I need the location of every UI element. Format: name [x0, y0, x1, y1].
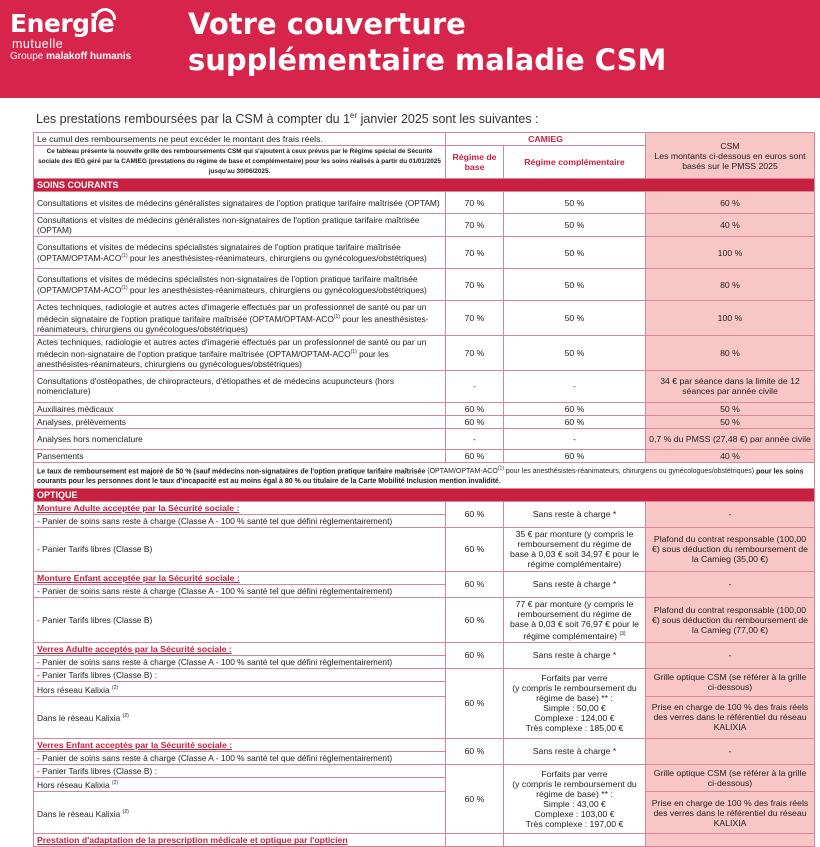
table-row: Actes techniques, radiologie et autres actes d'imagerie effectués par un professionnel de santé ou par un médecin non-signataire de l'option pratique tarifaire maîtrisée (OPTAM/OPTAM-ACO$^{(1)}$ pour les anesthésistes-réanimateurs, chirurgiens ou gynécologues/obstétriques) 70 % 50 % 80 %	[34, 335, 815, 370]
compl-value: Forfaits par verre (y compris le remboursement du régime de base) ** : Simple : 50,00 € Complexe : 124,00 € Très complexe : 185,00 €	[504, 668, 646, 738]
page-title	[188, 6, 666, 78]
base-value: 60 %	[446, 738, 504, 764]
csm-value: Grille optique CSM (se référer à la grille ci-dessous)	[646, 668, 815, 696]
title-line-1: Votre couverture	[188, 7, 466, 41]
csm-value: -	[646, 501, 815, 527]
csm-value: Prise en charge de 100 % des frais réels des verres dans le référentiel du réseau KALIXIA	[646, 792, 815, 834]
table-row: Actes techniques, radiologie et autres actes d'imagerie effectués par un professionnel de santé ou par un médecin signataire de l'option pratique tarifaire maîtrisée (OPTAM/OPTAM-ACO$^{(1)}$ pour les anesthésistes-réanimateurs, chirurgiens ou gynécologues/obstétriques) 70 % 50 % 100 %	[34, 301, 815, 336]
compl-value: 35 € par monture (y compris le remboursement du régime de base à 0,03 € soit 34,97 € pour le régime complémentaire)	[504, 527, 646, 571]
table-row: Auxiliaires médicaux 60 % 60 % 50 %	[34, 402, 815, 415]
panier-b-label: - Panier Tarifs libres (Classe B)	[34, 597, 446, 642]
verres-enfant-title: Verres Enfant acceptés par la Sécurité sociale :	[34, 738, 446, 751]
panier-a-label: - Panier de soins sans reste à charge (Classe A - 100 % santé tel que défini règlementairement)	[34, 584, 446, 597]
csm-value: Prise en charge de 100 % des frais réels des verres dans le référentiel du réseau KALIXIA	[646, 696, 815, 738]
base-value: 60 %	[446, 527, 504, 571]
compl-value: Forfaits par verre (y compris le remboursement du régime de base) ** : Simple : 43,00 € Complexe : 103,00 € Très complexe : 197,00 €	[504, 764, 646, 834]
panier-a-label: - Panier de soins sans reste à charge (Classe A - 100 % santé tel que défini règlementairement)	[34, 655, 446, 668]
table-row: Analyses hors nomenclature - - 0,7 % du PMSS (27,48 €) par année civile	[34, 428, 815, 449]
panier-a-label: - Panier de soins sans reste à charge (Classe A - 100 % santé tel que défini règlementairement)	[34, 514, 446, 527]
csm-value: -	[646, 642, 815, 668]
dans-reseau-label: Dans le réseau Kalixia $^{(2)}$	[34, 696, 446, 738]
intro-text: Les prestations remboursées par la CSM à compter du 1er janvier 2025 sont les suivantes :	[36, 111, 539, 127]
logo-group: Groupe malakoff humanis	[10, 51, 132, 62]
col-base-header: Régime de base	[446, 146, 504, 179]
panier-a-label: - Panier de soins sans reste à charge (Classe A - 100 % santé tel que défini règlementairement)	[34, 751, 446, 764]
base-value: 60 %	[446, 597, 504, 642]
monture-adulte-title: Monture Adulte acceptée par la Sécurité sociale :	[34, 501, 446, 514]
compl-value: Sans reste à charge *	[504, 571, 646, 597]
csm-value: Plafond du contrat responsable (100,00 €) sous déduction du remboursement de la Camieg (35,00 €)	[646, 527, 815, 571]
csm-value: -	[646, 571, 815, 597]
logo-sub: mutuelle	[12, 37, 64, 51]
majoration-note: Le taux de remboursement est majoré de 50 % (sauf médecins non-signataires de l'option pratique tarifaire maîtrisée (OPTAM/OPTAM-ACO$^{(1)}$ pour les anesthésistes-réanimateurs, chirurgiens ou gynécologues/obstétriques) pour les soins courants pour les personnes dont le taux d'incapacité est au moins égal à 80 % ou titulaire de la Carte Mobilité Inclusion mention invalidité.	[34, 462, 815, 488]
logo-word: Energie	[10, 9, 115, 38]
table-row: Consultations et visites de médecins généralistes non-signataires de l'option pratique tarifaire maîtrisée (OPTAM) 70 % 50 % 40 %	[34, 214, 815, 237]
base-value: 60 %	[446, 668, 504, 738]
cumul-note: Le cumul des remboursements ne peut excéder le montant des frais réels.	[34, 133, 446, 146]
section-soins: SOINS COURANTS	[34, 179, 815, 192]
energie-mutuelle-logo	[10, 10, 131, 63]
table-row: Consultations et visites de médecins spécialistes signataires de l'option pratique tarifaire maîtrisée (OPTAM/OPTAM-ACO$^{(1)}$ pour les anesthésistes-réanimateurs, chirurgiens ou gynécologues/obstétriques) 70 % 50 % 100 %	[34, 237, 815, 269]
section-optique: OPTIQUE	[34, 488, 815, 501]
dans-reseau-label: Dans le réseau Kalixia $^{(2)}$	[34, 792, 446, 834]
panier-b-label: - Panier Tarifs libres (Classe B) :	[34, 668, 446, 681]
compl-value: Sans reste à charge *	[504, 738, 646, 764]
base-value: 60 %	[446, 571, 504, 597]
csm-value: -	[646, 738, 815, 764]
compl-value: Sans reste à charge *	[504, 501, 646, 527]
verres-adulte-title: Verres Adulte acceptés par la Sécurité sociale :	[34, 642, 446, 655]
table-row: Analyses, prélèvements 60 % 60 % 50 %	[34, 415, 815, 428]
csm-header: CSM Les montants ci-dessous en euros sont basés sur le PMSS 2025	[646, 133, 815, 179]
hors-reseau-label: Hors réseau Kalixia $^{(2)}$	[34, 777, 446, 792]
table-explain: Ce tableau présente la nouvelle grille des remboursements CSM qui s'ajoutent à ceux prévus par le Régime spécial de Sécurité sociale des IEG géré par la CAMIEG (prestations du régime de base et complémentaire) pour les soins réalisés à partir du 01/01/2025 jusqu'au 30/06/2025.	[34, 146, 446, 179]
reimbursement-table	[33, 132, 815, 847]
base-value: 60 %	[446, 642, 504, 668]
camieg-header: CAMIEG	[446, 133, 646, 146]
cut-row-label: Prestation d'adaptation de la prescription médicale et optique par l'opticien	[34, 834, 446, 847]
header-banner	[0, 0, 820, 98]
panier-b-label: - Panier Tarifs libres (Classe B) :	[34, 764, 446, 777]
table-row: Pansements 60 % 60 % 40 %	[34, 449, 815, 462]
col-compl-header: Régime complémentaire	[504, 146, 646, 179]
table-row: Consultations et visites de médecins spécialistes non-signataires de l'option pratique tarifaire maîtrisée (OPTAM/OPTAM-ACO$^{(1)}$ pour les anesthésistes-réanimateurs, chirurgiens ou gynécologues/obstétriques) 70 % 50 % 80 %	[34, 269, 815, 301]
hors-reseau-label: Hors réseau Kalixia $^{(2)}$	[34, 681, 446, 696]
base-value: 60 %	[446, 764, 504, 834]
compl-value: Sans reste à charge *	[504, 642, 646, 668]
table-row: Consultations et visites de médecins généralistes signataires de l'option pratique tarifaire maîtrisée (OPTAM) 70 % 50 % 60 %	[34, 192, 815, 214]
compl-value: 77 € par monture (y compris le remboursement du régime de base à 0,03 € soit 76,97 € pour le régime complémentaire) $^{(3)}$	[504, 597, 646, 642]
base-value: 60 %	[446, 501, 504, 527]
monture-enfant-title: Monture Enfant acceptée par la Sécurité sociale :	[34, 571, 446, 584]
title-line-2: supplémentaire maladie CSM	[188, 43, 667, 77]
csm-value: Grille optique CSM (se référer à la grille ci-dessous)	[646, 764, 815, 792]
panier-b-label: - Panier Tarifs libres (Classe B)	[34, 527, 446, 571]
csm-value: Plafond du contrat responsable (100,00 €) sous déduction du remboursement de la Camieg (77,00 €)	[646, 597, 815, 642]
table-row: Consultations d'ostéopathes, de chiropracteurs, d'étiopathes et de médecins acupuncteurs (hors nomenclature) - - 34 € par séance dans la limite de 12 séances par année civile	[34, 370, 815, 402]
